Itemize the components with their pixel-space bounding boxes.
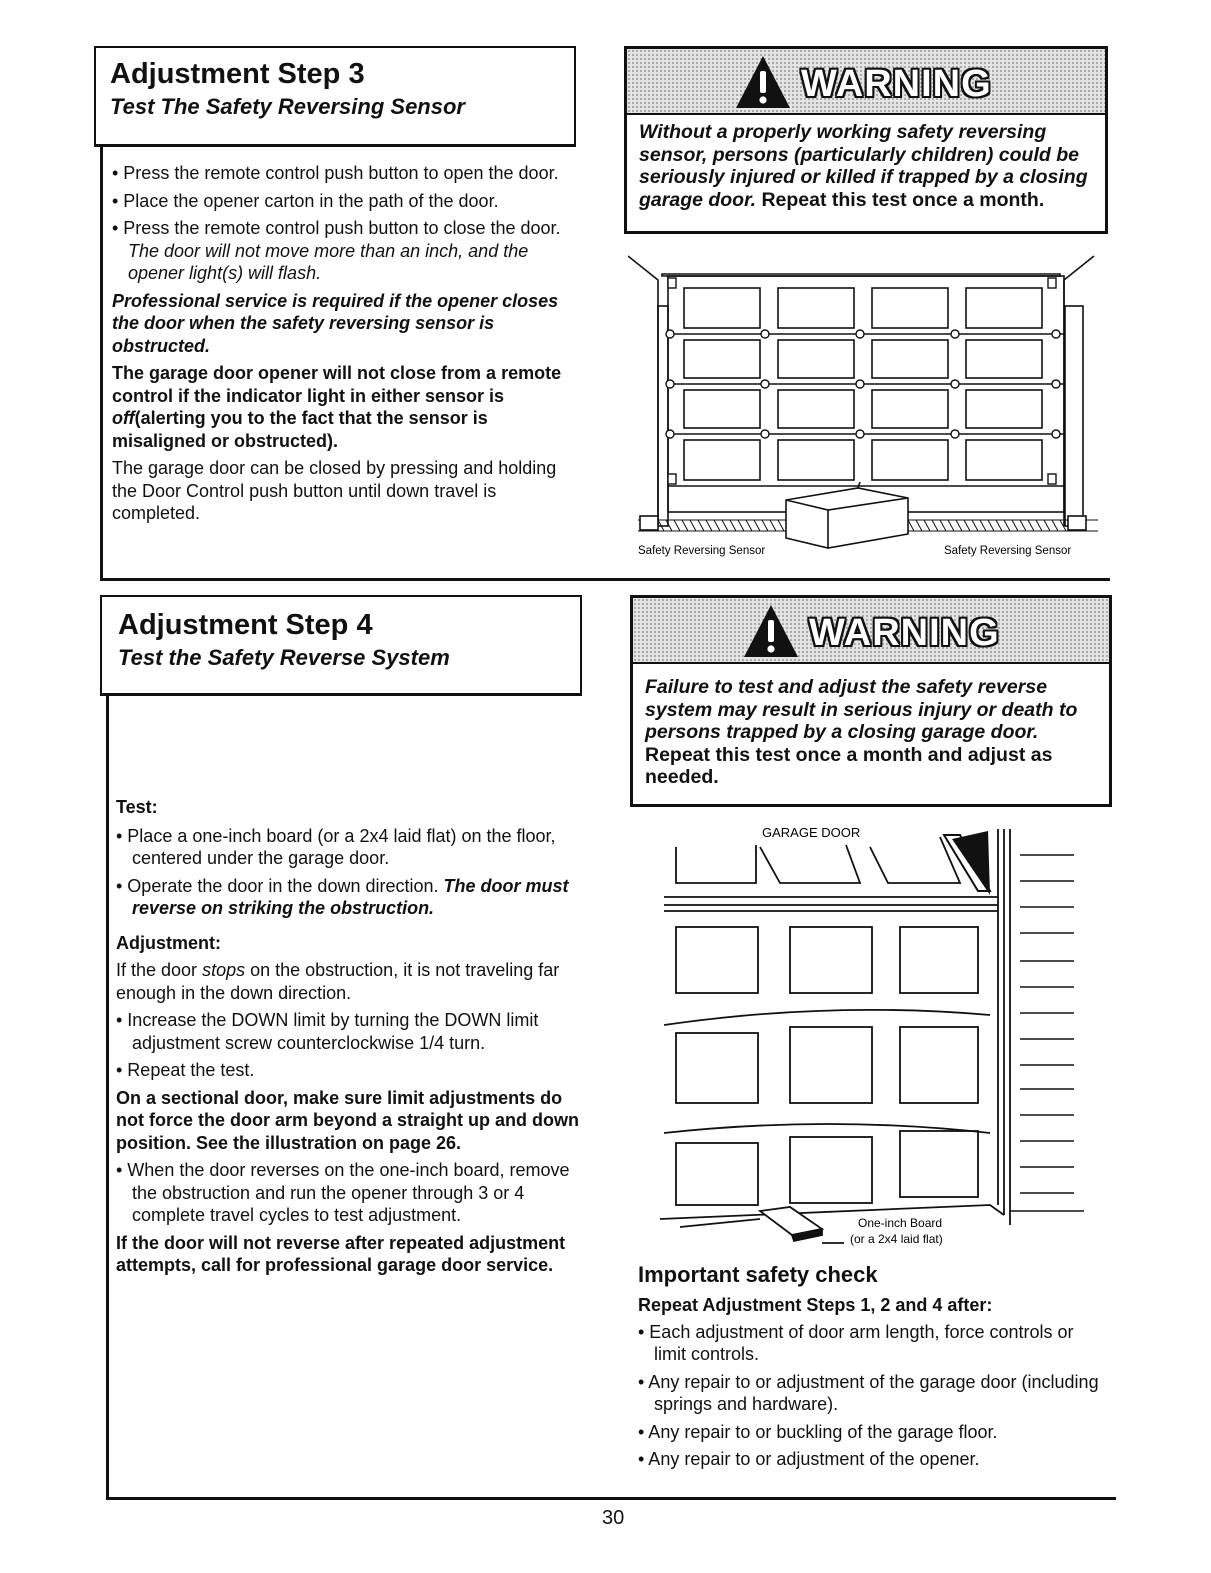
garage-door-board-illustration bbox=[660, 815, 1110, 1255]
reverses-bullet: • When the door reverses on the one-inch board, remove the obstruction and run the opener through 3 or 4 complete travel cycles to test adjustment. bbox=[116, 1160, 570, 1225]
garage-door-label: GARAGE DOOR bbox=[762, 825, 861, 840]
section-divider bbox=[100, 578, 1110, 581]
step4-subtitle: Test the Safety Reverse System bbox=[118, 645, 450, 670]
warning-text-2: Failure to test and adjust the safety reverse system may result in serious injury or death to persons trapped by a closing garage door. Repeat this test once a month and adjust as needed. bbox=[645, 676, 1078, 788]
board-sublabel: (or a 2x4 laid flat) bbox=[850, 1232, 943, 1246]
warning-triangle-icon bbox=[741, 602, 801, 660]
opener-carton-icon bbox=[786, 482, 908, 548]
warning-word-2: WARNING bbox=[809, 612, 1000, 654]
warning-box-2 bbox=[630, 595, 1112, 807]
adjustment-bullet-increase: • Increase the DOWN limit by turning the DOWN limit adjustment screw counterclockwise 1/4 turn. bbox=[116, 1010, 539, 1053]
warning-text-1: Without a properly working safety reversing sensor, persons (particularly children) could be seriously injured or killed if trapped by a closing garage door. Repeat this test once a month. bbox=[639, 121, 1088, 211]
right-sensor-icon bbox=[1068, 516, 1086, 530]
step3-body bbox=[112, 162, 570, 530]
garage-door-sensor-illustration bbox=[628, 248, 1098, 558]
step3-left-rule bbox=[100, 144, 103, 581]
step3-indicator-note: The garage door opener will not close from a remote control if the indicator light in either sensor is off(alerting you to the fact that the sensor is misaligned or obstructed). bbox=[112, 363, 562, 451]
warning-triangle-icon bbox=[733, 53, 793, 111]
sectional-door-note: On a sectional door, make sure limit adjustments do not force the door arm beyond a straight up and down position. See the illustration on page 26. bbox=[116, 1087, 580, 1153]
safety-check-heading: Important safety check bbox=[638, 1262, 878, 1287]
safety-bullet-opener: • Any repair to or adjustment of the opener. bbox=[638, 1449, 980, 1469]
footer-rule bbox=[106, 1497, 1116, 1500]
safety-check-subheading: Repeat Adjustment Steps 1, 2 and 4 after: bbox=[638, 1295, 993, 1315]
step3-closing-note: The garage door can be closed by pressing and holding the Door Control push button until down travel is completed. bbox=[112, 458, 557, 523]
figure1-caption-right: Safety Reversing Sensor bbox=[944, 545, 1072, 557]
safety-bullet-floor: • Any repair to or buckling of the garage floor. bbox=[638, 1421, 998, 1442]
step4-body bbox=[116, 796, 591, 1282]
warning-box-1 bbox=[624, 46, 1108, 234]
page-number: 30 bbox=[602, 1507, 625, 1529]
step3-bullet-open: • Press the remote control push button to open the door. bbox=[112, 163, 559, 183]
board-label: One-inch Board bbox=[858, 1216, 943, 1230]
test-heading: Test: bbox=[116, 797, 158, 817]
step4-header bbox=[100, 595, 582, 696]
warning-word-1: WARNING bbox=[801, 63, 992, 105]
step3-title: Adjustment Step 3 bbox=[110, 58, 365, 90]
step4-title: Adjustment Step 4 bbox=[118, 609, 373, 641]
test-bullet-board: • Place a one-inch board (or a 2x4 laid flat) on the floor, centered under the garage door. bbox=[116, 825, 556, 868]
adjustment-paragraph: If the door stops on the obstruction, it is not traveling far enough in the down direction. bbox=[116, 960, 560, 1003]
figure1-caption-left: Safety Reversing Sensor bbox=[638, 545, 766, 557]
step3-bullet-close: • Press the remote control push button to close the door. The door will not move more than an inch, and the opener light(s) will flash. bbox=[112, 218, 561, 283]
door-hinges bbox=[666, 278, 1060, 484]
step3-bullet-carton: • Place the opener carton in the path of the door. bbox=[112, 190, 499, 211]
adjustment-bullet-repeat: • Repeat the test. bbox=[116, 1060, 255, 1080]
warning-banner-2 bbox=[633, 598, 1109, 664]
adjustment-heading: Adjustment: bbox=[116, 932, 221, 953]
step3-subtitle: Test The Safety Reversing Sensor bbox=[110, 94, 465, 119]
step3-professional-note: Professional service is required if the opener closes the door when the safety reversing sensor is obstructed. bbox=[112, 290, 559, 356]
safety-bullet-arm: • Each adjustment of door arm length, force controls or limit controls. bbox=[638, 1321, 1074, 1364]
step3-header bbox=[94, 46, 576, 147]
test-bullet-operate: • Operate the door in the down direction. The door must reverse on striking the obstruction. bbox=[116, 875, 569, 918]
safety-check-section bbox=[638, 1262, 1108, 1476]
step4-left-rule bbox=[106, 693, 109, 1499]
warning-banner-1 bbox=[627, 49, 1105, 115]
safety-bullet-door: • Any repair to or adjustment of the garage door (including springs and hardware). bbox=[638, 1371, 1099, 1414]
left-sensor-icon bbox=[640, 516, 658, 530]
professional-service-note: If the door will not reverse after repeated adjustment attempts, call for professional garage door service. bbox=[116, 1232, 566, 1275]
